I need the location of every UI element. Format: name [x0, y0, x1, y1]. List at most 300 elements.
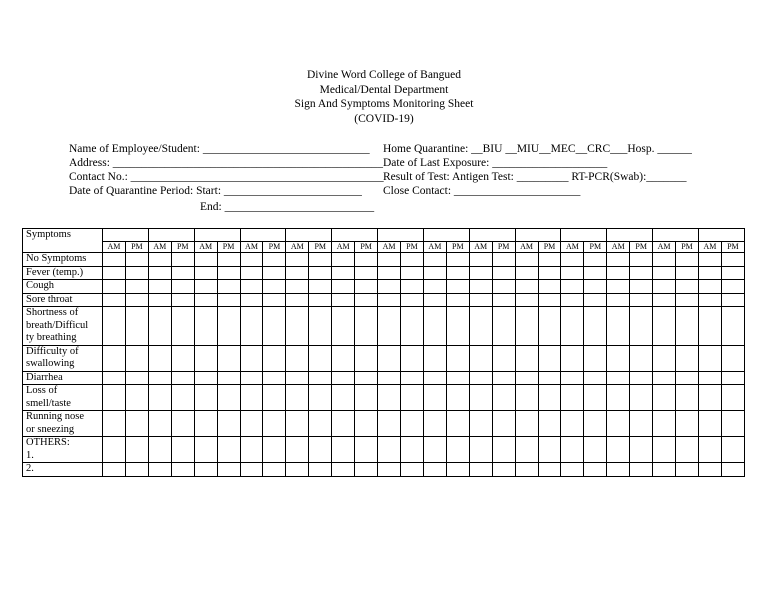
monitoring-cell[interactable] — [309, 280, 332, 294]
monitoring-cell[interactable] — [286, 253, 309, 267]
monitoring-cell[interactable] — [538, 307, 561, 346]
monitoring-cell[interactable] — [698, 385, 721, 411]
monitoring-cell[interactable] — [125, 371, 148, 385]
monitoring-cell[interactable] — [538, 266, 561, 280]
monitoring-cell[interactable] — [332, 463, 355, 477]
monitoring-cell[interactable] — [263, 307, 286, 346]
monitoring-cell[interactable] — [332, 293, 355, 307]
monitoring-cell[interactable] — [355, 293, 378, 307]
monitoring-cell[interactable] — [400, 437, 423, 463]
monitoring-cell[interactable] — [171, 385, 194, 411]
monitoring-cell[interactable] — [561, 463, 584, 477]
monitoring-cell[interactable] — [148, 345, 171, 371]
monitoring-cell[interactable] — [676, 371, 699, 385]
monitoring-cell[interactable] — [355, 437, 378, 463]
monitoring-cell[interactable] — [469, 253, 492, 267]
monitoring-cell[interactable] — [561, 307, 584, 346]
monitoring-cell[interactable] — [194, 266, 217, 280]
monitoring-cell[interactable] — [515, 437, 538, 463]
monitoring-cell[interactable] — [309, 307, 332, 346]
monitoring-cell[interactable] — [653, 371, 676, 385]
monitoring-cell[interactable] — [607, 253, 630, 267]
monitoring-cell[interactable] — [721, 463, 744, 477]
day-header-cell[interactable] — [698, 229, 744, 242]
monitoring-cell[interactable] — [125, 253, 148, 267]
close-contact-field[interactable]: Close Contact: ______________________ — [383, 185, 581, 197]
monitoring-cell[interactable] — [492, 385, 515, 411]
monitoring-cell[interactable] — [240, 385, 263, 411]
monitoring-cell[interactable] — [561, 280, 584, 294]
monitoring-cell[interactable] — [423, 253, 446, 267]
monitoring-cell[interactable] — [263, 437, 286, 463]
monitoring-cell[interactable] — [698, 411, 721, 437]
contact-field[interactable]: Contact No.: ____________________________________________ — [69, 171, 384, 183]
monitoring-cell[interactable] — [584, 345, 607, 371]
monitoring-cell[interactable] — [607, 307, 630, 346]
monitoring-cell[interactable] — [400, 345, 423, 371]
day-header-cell[interactable] — [286, 229, 332, 242]
monitoring-cell[interactable] — [171, 371, 194, 385]
monitoring-cell[interactable] — [263, 293, 286, 307]
monitoring-cell[interactable] — [561, 437, 584, 463]
address-field[interactable]: Address: _______________________________________________ — [69, 157, 384, 169]
last-exposure-field[interactable]: Date of Last Exposure: ____________________ — [383, 157, 608, 169]
monitoring-cell[interactable] — [240, 345, 263, 371]
day-header-cell[interactable] — [240, 229, 286, 242]
monitoring-cell[interactable] — [263, 371, 286, 385]
monitoring-cell[interactable] — [171, 463, 194, 477]
monitoring-cell[interactable] — [263, 463, 286, 477]
monitoring-cell[interactable] — [378, 253, 401, 267]
monitoring-cell[interactable] — [676, 293, 699, 307]
monitoring-cell[interactable] — [309, 385, 332, 411]
monitoring-cell[interactable] — [263, 345, 286, 371]
monitoring-cell[interactable] — [653, 437, 676, 463]
monitoring-cell[interactable] — [332, 253, 355, 267]
monitoring-cell[interactable] — [286, 293, 309, 307]
monitoring-cell[interactable] — [217, 293, 240, 307]
monitoring-cell[interactable] — [698, 266, 721, 280]
monitoring-cell[interactable] — [653, 266, 676, 280]
monitoring-cell[interactable] — [263, 385, 286, 411]
day-header-cell[interactable] — [332, 229, 378, 242]
monitoring-cell[interactable] — [469, 385, 492, 411]
monitoring-cell[interactable] — [561, 293, 584, 307]
monitoring-cell[interactable] — [171, 253, 194, 267]
monitoring-cell[interactable] — [423, 437, 446, 463]
monitoring-cell[interactable] — [584, 266, 607, 280]
monitoring-cell[interactable] — [515, 411, 538, 437]
monitoring-cell[interactable] — [286, 371, 309, 385]
day-header-cell[interactable] — [515, 229, 561, 242]
monitoring-cell[interactable] — [584, 437, 607, 463]
monitoring-cell[interactable] — [171, 307, 194, 346]
monitoring-cell[interactable] — [721, 280, 744, 294]
monitoring-cell[interactable] — [492, 371, 515, 385]
monitoring-cell[interactable] — [515, 266, 538, 280]
monitoring-cell[interactable] — [561, 371, 584, 385]
day-header-cell[interactable] — [378, 229, 424, 242]
monitoring-cell[interactable] — [630, 385, 653, 411]
monitoring-cell[interactable] — [217, 411, 240, 437]
monitoring-cell[interactable] — [721, 307, 744, 346]
monitoring-cell[interactable] — [263, 411, 286, 437]
monitoring-cell[interactable] — [446, 253, 469, 267]
monitoring-cell[interactable] — [148, 266, 171, 280]
monitoring-cell[interactable] — [607, 280, 630, 294]
monitoring-cell[interactable] — [538, 293, 561, 307]
monitoring-cell[interactable] — [515, 293, 538, 307]
monitoring-cell[interactable] — [286, 280, 309, 294]
monitoring-cell[interactable] — [469, 463, 492, 477]
monitoring-cell[interactable] — [538, 437, 561, 463]
monitoring-cell[interactable] — [217, 266, 240, 280]
monitoring-cell[interactable] — [515, 345, 538, 371]
monitoring-cell[interactable] — [561, 385, 584, 411]
monitoring-cell[interactable] — [538, 280, 561, 294]
monitoring-cell[interactable] — [400, 463, 423, 477]
monitoring-cell[interactable] — [721, 385, 744, 411]
monitoring-cell[interactable] — [653, 411, 676, 437]
monitoring-cell[interactable] — [446, 437, 469, 463]
monitoring-cell[interactable] — [378, 280, 401, 294]
monitoring-cell[interactable] — [469, 307, 492, 346]
monitoring-cell[interactable] — [469, 371, 492, 385]
monitoring-cell[interactable] — [148, 411, 171, 437]
day-header-cell[interactable] — [148, 229, 194, 242]
monitoring-cell[interactable] — [584, 307, 607, 346]
monitoring-cell[interactable] — [676, 253, 699, 267]
day-header-cell[interactable] — [561, 229, 607, 242]
monitoring-cell[interactable] — [538, 463, 561, 477]
monitoring-cell[interactable] — [698, 371, 721, 385]
monitoring-cell[interactable] — [630, 253, 653, 267]
monitoring-cell[interactable] — [423, 293, 446, 307]
monitoring-cell[interactable] — [492, 253, 515, 267]
monitoring-cell[interactable] — [263, 253, 286, 267]
monitoring-cell[interactable] — [332, 280, 355, 294]
monitoring-cell[interactable] — [286, 345, 309, 371]
monitoring-cell[interactable] — [630, 437, 653, 463]
monitoring-cell[interactable] — [630, 345, 653, 371]
monitoring-cell[interactable] — [309, 345, 332, 371]
day-header-cell[interactable] — [423, 229, 469, 242]
monitoring-cell[interactable] — [309, 266, 332, 280]
monitoring-cell[interactable] — [240, 293, 263, 307]
monitoring-cell[interactable] — [630, 266, 653, 280]
monitoring-cell[interactable] — [492, 293, 515, 307]
monitoring-cell[interactable] — [378, 371, 401, 385]
monitoring-cell[interactable] — [423, 385, 446, 411]
monitoring-cell[interactable] — [378, 307, 401, 346]
monitoring-cell[interactable] — [148, 293, 171, 307]
monitoring-cell[interactable] — [217, 253, 240, 267]
monitoring-cell[interactable] — [400, 307, 423, 346]
monitoring-cell[interactable] — [469, 345, 492, 371]
monitoring-cell[interactable] — [171, 266, 194, 280]
monitoring-cell[interactable] — [240, 266, 263, 280]
monitoring-cell[interactable] — [240, 253, 263, 267]
day-header-cell[interactable] — [653, 229, 699, 242]
monitoring-cell[interactable] — [194, 293, 217, 307]
monitoring-cell[interactable] — [286, 463, 309, 477]
monitoring-cell[interactable] — [217, 371, 240, 385]
monitoring-cell[interactable] — [698, 437, 721, 463]
monitoring-cell[interactable] — [446, 280, 469, 294]
monitoring-cell[interactable] — [332, 345, 355, 371]
monitoring-cell[interactable] — [378, 411, 401, 437]
monitoring-cell[interactable] — [286, 437, 309, 463]
monitoring-cell[interactable] — [698, 463, 721, 477]
monitoring-cell[interactable] — [492, 345, 515, 371]
monitoring-cell[interactable] — [103, 345, 126, 371]
monitoring-cell[interactable] — [103, 293, 126, 307]
monitoring-cell[interactable] — [103, 266, 126, 280]
monitoring-cell[interactable] — [103, 437, 126, 463]
monitoring-cell[interactable] — [676, 411, 699, 437]
monitoring-cell[interactable] — [378, 345, 401, 371]
monitoring-cell[interactable] — [492, 266, 515, 280]
monitoring-cell[interactable] — [676, 280, 699, 294]
monitoring-cell[interactable] — [630, 280, 653, 294]
monitoring-cell[interactable] — [492, 280, 515, 294]
monitoring-cell[interactable] — [355, 463, 378, 477]
monitoring-cell[interactable] — [676, 437, 699, 463]
monitoring-cell[interactable] — [125, 280, 148, 294]
monitoring-cell[interactable] — [515, 463, 538, 477]
monitoring-cell[interactable] — [332, 385, 355, 411]
monitoring-cell[interactable] — [676, 266, 699, 280]
monitoring-cell[interactable] — [721, 345, 744, 371]
monitoring-cell[interactable] — [423, 411, 446, 437]
monitoring-cell[interactable] — [423, 463, 446, 477]
monitoring-cell[interactable] — [469, 437, 492, 463]
monitoring-cell[interactable] — [584, 463, 607, 477]
monitoring-cell[interactable] — [240, 307, 263, 346]
monitoring-cell[interactable] — [698, 280, 721, 294]
monitoring-cell[interactable] — [125, 293, 148, 307]
monitoring-cell[interactable] — [630, 371, 653, 385]
monitoring-cell[interactable] — [446, 371, 469, 385]
monitoring-cell[interactable] — [653, 293, 676, 307]
monitoring-cell[interactable] — [653, 385, 676, 411]
monitoring-cell[interactable] — [286, 266, 309, 280]
monitoring-cell[interactable] — [492, 411, 515, 437]
day-header-cell[interactable] — [194, 229, 240, 242]
monitoring-cell[interactable] — [469, 280, 492, 294]
monitoring-cell[interactable] — [378, 385, 401, 411]
monitoring-cell[interactable] — [309, 463, 332, 477]
monitoring-cell[interactable] — [607, 385, 630, 411]
monitoring-cell[interactable] — [125, 345, 148, 371]
monitoring-cell[interactable] — [103, 385, 126, 411]
monitoring-cell[interactable] — [217, 385, 240, 411]
monitoring-cell[interactable] — [355, 371, 378, 385]
monitoring-cell[interactable] — [332, 266, 355, 280]
monitoring-cell[interactable] — [698, 307, 721, 346]
monitoring-cell[interactable] — [721, 371, 744, 385]
monitoring-cell[interactable] — [630, 411, 653, 437]
monitoring-cell[interactable] — [332, 371, 355, 385]
monitoring-cell[interactable] — [103, 280, 126, 294]
monitoring-cell[interactable] — [286, 385, 309, 411]
monitoring-cell[interactable] — [171, 411, 194, 437]
monitoring-cell[interactable] — [125, 463, 148, 477]
monitoring-cell[interactable] — [538, 345, 561, 371]
monitoring-cell[interactable] — [194, 253, 217, 267]
monitoring-cell[interactable] — [378, 266, 401, 280]
monitoring-cell[interactable] — [148, 385, 171, 411]
monitoring-cell[interactable] — [103, 253, 126, 267]
monitoring-cell[interactable] — [721, 411, 744, 437]
monitoring-cell[interactable] — [698, 345, 721, 371]
monitoring-cell[interactable] — [423, 266, 446, 280]
monitoring-cell[interactable] — [240, 463, 263, 477]
monitoring-cell[interactable] — [607, 437, 630, 463]
monitoring-cell[interactable] — [240, 371, 263, 385]
monitoring-cell[interactable] — [561, 266, 584, 280]
monitoring-cell[interactable] — [446, 266, 469, 280]
monitoring-cell[interactable] — [721, 437, 744, 463]
monitoring-cell[interactable] — [400, 280, 423, 294]
day-header-cell[interactable] — [469, 229, 515, 242]
monitoring-cell[interactable] — [148, 463, 171, 477]
monitoring-cell[interactable] — [171, 437, 194, 463]
test-result-field[interactable]: Result of Test: Antigen Test: _________ RT-PCR(Swab):_______ — [383, 171, 687, 183]
monitoring-cell[interactable] — [217, 437, 240, 463]
monitoring-cell[interactable] — [400, 293, 423, 307]
monitoring-cell[interactable] — [721, 293, 744, 307]
monitoring-cell[interactable] — [561, 253, 584, 267]
monitoring-cell[interactable] — [171, 280, 194, 294]
monitoring-cell[interactable] — [721, 266, 744, 280]
monitoring-cell[interactable] — [355, 385, 378, 411]
monitoring-cell[interactable] — [194, 345, 217, 371]
monitoring-cell[interactable] — [194, 463, 217, 477]
monitoring-cell[interactable] — [698, 253, 721, 267]
monitoring-cell[interactable] — [148, 307, 171, 346]
monitoring-cell[interactable] — [607, 293, 630, 307]
monitoring-cell[interactable] — [103, 411, 126, 437]
monitoring-cell[interactable] — [217, 463, 240, 477]
monitoring-cell[interactable] — [515, 280, 538, 294]
monitoring-cell[interactable] — [676, 385, 699, 411]
monitoring-cell[interactable] — [378, 463, 401, 477]
day-header-cell[interactable] — [103, 229, 149, 242]
monitoring-cell[interactable] — [355, 345, 378, 371]
monitoring-cell[interactable] — [286, 411, 309, 437]
monitoring-cell[interactable] — [263, 266, 286, 280]
monitoring-cell[interactable] — [148, 437, 171, 463]
monitoring-cell[interactable] — [721, 253, 744, 267]
monitoring-cell[interactable] — [676, 345, 699, 371]
monitoring-cell[interactable] — [355, 411, 378, 437]
monitoring-cell[interactable] — [446, 345, 469, 371]
monitoring-cell[interactable] — [515, 253, 538, 267]
monitoring-cell[interactable] — [378, 293, 401, 307]
monitoring-cell[interactable] — [469, 293, 492, 307]
monitoring-cell[interactable] — [653, 463, 676, 477]
monitoring-cell[interactable] — [469, 411, 492, 437]
monitoring-cell[interactable] — [355, 280, 378, 294]
monitoring-cell[interactable] — [148, 253, 171, 267]
quarantine-end-field[interactable]: End: __________________________ — [200, 201, 375, 213]
monitoring-cell[interactable] — [194, 437, 217, 463]
monitoring-cell[interactable] — [607, 345, 630, 371]
monitoring-cell[interactable] — [423, 280, 446, 294]
monitoring-cell[interactable] — [240, 280, 263, 294]
monitoring-cell[interactable] — [538, 411, 561, 437]
monitoring-cell[interactable] — [194, 411, 217, 437]
monitoring-cell[interactable] — [607, 266, 630, 280]
monitoring-cell[interactable] — [400, 385, 423, 411]
monitoring-cell[interactable] — [653, 253, 676, 267]
monitoring-cell[interactable] — [217, 280, 240, 294]
monitoring-cell[interactable] — [446, 307, 469, 346]
monitoring-cell[interactable] — [171, 345, 194, 371]
monitoring-cell[interactable] — [561, 411, 584, 437]
monitoring-cell[interactable] — [171, 293, 194, 307]
monitoring-cell[interactable] — [676, 463, 699, 477]
monitoring-cell[interactable] — [400, 266, 423, 280]
monitoring-cell[interactable] — [194, 307, 217, 346]
quarantine-start-field[interactable]: Date of Quarantine Period: Start: ________________________ — [69, 185, 362, 197]
monitoring-cell[interactable] — [584, 253, 607, 267]
monitoring-cell[interactable] — [538, 385, 561, 411]
monitoring-cell[interactable] — [446, 385, 469, 411]
monitoring-cell[interactable] — [538, 371, 561, 385]
monitoring-cell[interactable] — [446, 293, 469, 307]
monitoring-cell[interactable] — [630, 293, 653, 307]
monitoring-cell[interactable] — [676, 307, 699, 346]
monitoring-cell[interactable] — [355, 253, 378, 267]
monitoring-cell[interactable] — [332, 307, 355, 346]
monitoring-cell[interactable] — [515, 371, 538, 385]
monitoring-cell[interactable] — [309, 371, 332, 385]
monitoring-cell[interactable] — [584, 293, 607, 307]
monitoring-cell[interactable] — [125, 385, 148, 411]
monitoring-cell[interactable] — [103, 463, 126, 477]
monitoring-cell[interactable] — [423, 371, 446, 385]
home-quarantine-field[interactable]: Home Quarantine: __BIU __MIU__MEC__CRC___Hosp. ______ — [383, 143, 692, 155]
monitoring-cell[interactable] — [607, 463, 630, 477]
monitoring-cell[interactable] — [103, 307, 126, 346]
name-field[interactable]: Name of Employee/Student: _____________________________ — [69, 143, 370, 155]
monitoring-cell[interactable] — [584, 385, 607, 411]
monitoring-cell[interactable] — [584, 280, 607, 294]
monitoring-cell[interactable] — [355, 266, 378, 280]
monitoring-cell[interactable] — [492, 463, 515, 477]
day-header-cell[interactable] — [607, 229, 653, 242]
monitoring-cell[interactable] — [423, 345, 446, 371]
monitoring-cell[interactable] — [607, 371, 630, 385]
monitoring-cell[interactable] — [492, 307, 515, 346]
monitoring-cell[interactable] — [103, 371, 126, 385]
monitoring-cell[interactable] — [698, 293, 721, 307]
monitoring-cell[interactable] — [400, 253, 423, 267]
monitoring-cell[interactable] — [332, 437, 355, 463]
monitoring-cell[interactable] — [630, 463, 653, 477]
monitoring-cell[interactable] — [653, 307, 676, 346]
monitoring-cell[interactable] — [653, 280, 676, 294]
monitoring-cell[interactable] — [217, 345, 240, 371]
monitoring-cell[interactable] — [400, 411, 423, 437]
monitoring-cell[interactable] — [400, 371, 423, 385]
monitoring-cell[interactable] — [584, 371, 607, 385]
monitoring-cell[interactable] — [630, 307, 653, 346]
monitoring-cell[interactable] — [148, 371, 171, 385]
monitoring-cell[interactable] — [355, 307, 378, 346]
